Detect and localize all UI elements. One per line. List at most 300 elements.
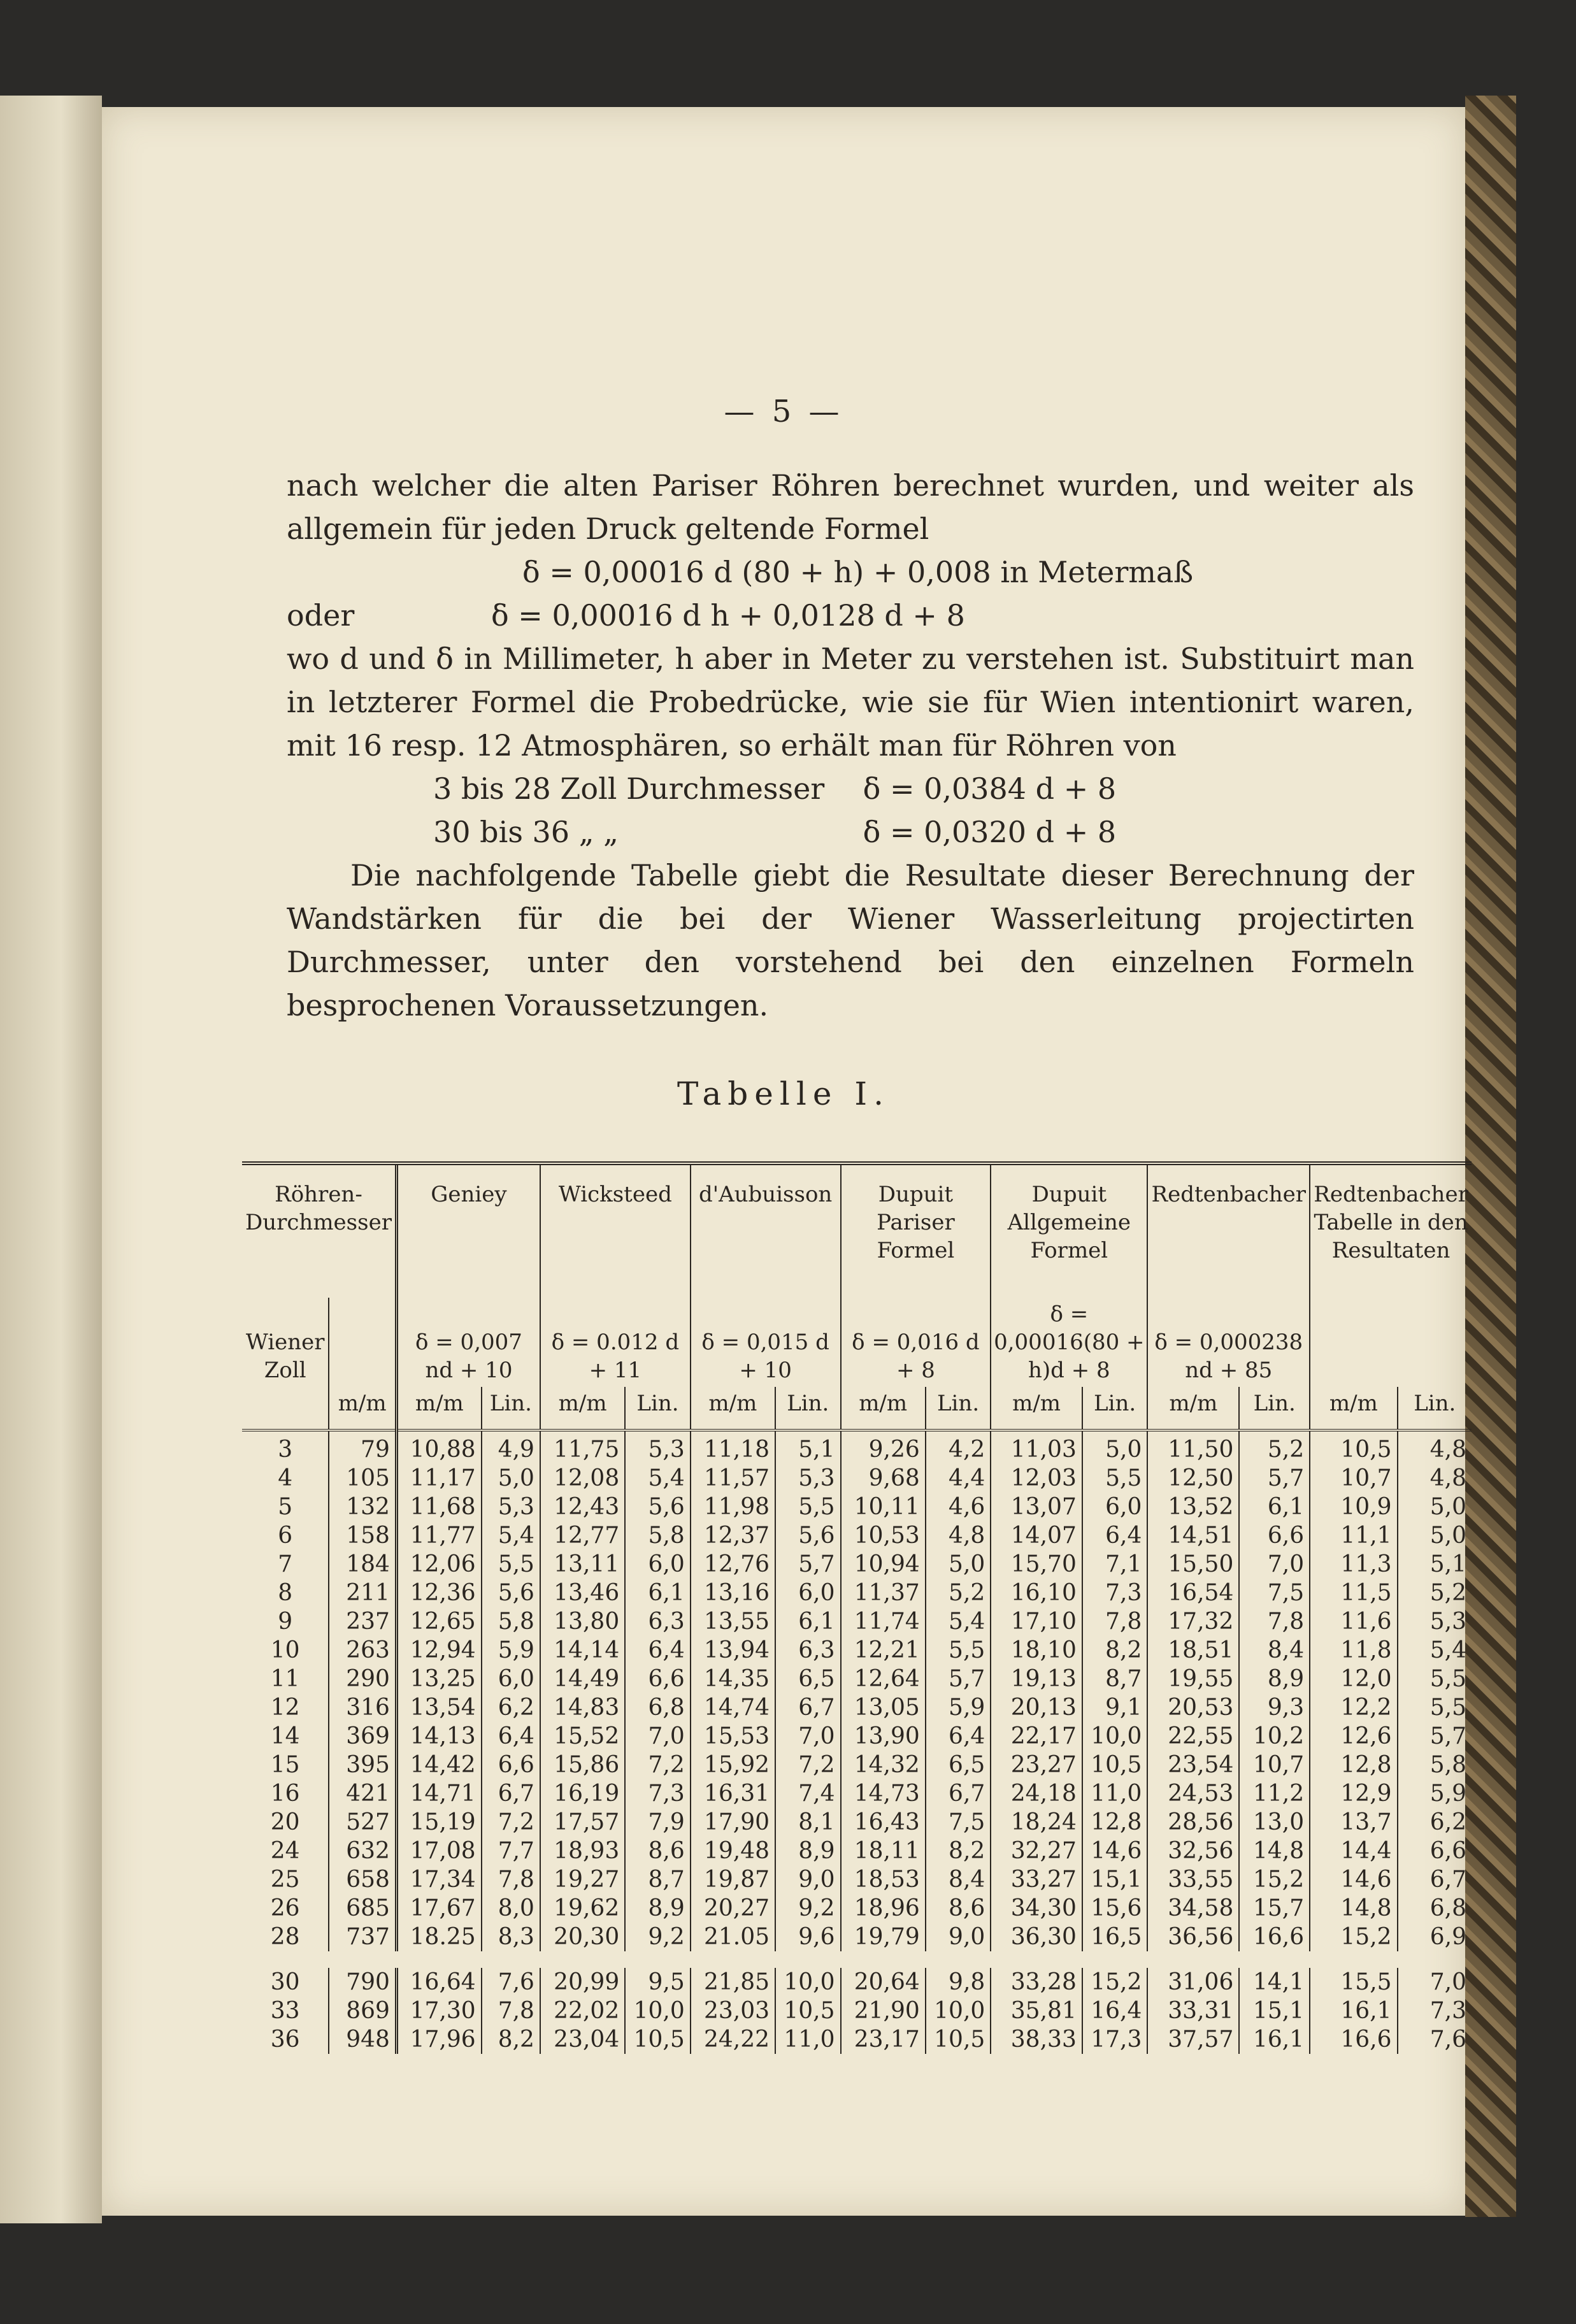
- table-cell: 10,0: [625, 1997, 691, 2025]
- table-cell: 14,51: [1147, 1521, 1239, 1550]
- table-cell: 13,7: [1310, 1808, 1397, 1837]
- table-cell: 5,8: [625, 1521, 691, 1550]
- table-cell: 9,1: [1082, 1693, 1148, 1722]
- table-cell: 14,73: [841, 1779, 926, 1808]
- table-cell: 948: [329, 2025, 396, 2054]
- formula-dupuit-allgemeine: δ = 0,00016(80 + h)d + 8: [991, 1298, 1147, 1387]
- table-cell: 28,56: [1147, 1808, 1239, 1837]
- unit-mm: m/m: [1147, 1387, 1239, 1430]
- table-cell: 13,46: [540, 1579, 625, 1607]
- table-cell: 13,25: [396, 1665, 481, 1693]
- table-cell: 6,0: [775, 1579, 841, 1607]
- table-cell: 6,0: [1082, 1493, 1148, 1521]
- table-cell: 6,4: [926, 1722, 991, 1751]
- table-cell: 132: [329, 1493, 396, 1521]
- table-cell: 12,77: [540, 1521, 625, 1550]
- table-row: [242, 1579, 1472, 1607]
- table-cell: 19,55: [1147, 1665, 1239, 1693]
- table-cell: 14,8: [1310, 1894, 1397, 1923]
- table-cell: 5,5: [926, 1636, 991, 1665]
- table-cell: 6,1: [1239, 1493, 1310, 1521]
- table-cell: 16: [270, 1781, 300, 1807]
- table-cell: 8: [278, 1580, 293, 1606]
- table-cell: 10,0: [775, 1968, 841, 1997]
- table-cell: 6,9: [1398, 1923, 1472, 1951]
- table-cell: 6,7: [1398, 1865, 1472, 1894]
- table-body: [242, 1430, 1472, 2054]
- unit-mm: m/m: [1310, 1387, 1397, 1430]
- table-cell: 7,3: [1398, 1997, 1472, 2025]
- table-cell: 32,27: [991, 1837, 1082, 1865]
- table-cell: 5,0: [926, 1550, 991, 1579]
- table-cell: 14,8: [1239, 1837, 1310, 1865]
- table-cell: 11,18: [691, 1430, 775, 1464]
- table-cell: 737: [329, 1923, 396, 1951]
- table-cell: 6,6: [482, 1751, 540, 1779]
- table-cell: 8,7: [625, 1865, 691, 1894]
- table-cell: 6,7: [926, 1779, 991, 1808]
- table-cell: 14,71: [396, 1779, 481, 1808]
- table-cell: 5,6: [775, 1521, 841, 1550]
- header-wicksteed: Wicksteed: [540, 1165, 691, 1298]
- header-dupuit-pariser: Dupuit Pariser Formel: [841, 1165, 991, 1298]
- table-cell: 16,4: [1082, 1997, 1148, 2025]
- table-cell: 22,02: [540, 1997, 625, 2025]
- table-cell: 14: [270, 1723, 300, 1749]
- unit-mm: m/m: [329, 1387, 396, 1430]
- table-cell: 5,8: [482, 1607, 540, 1636]
- table-cell: 16,1: [1310, 1997, 1397, 2025]
- table-cell: 5,5: [1398, 1665, 1472, 1693]
- table-cell: 21.05: [691, 1923, 775, 1951]
- table-row: [242, 1751, 1472, 1779]
- table-cell: 8,7: [1082, 1665, 1148, 1693]
- table-cell: 10,7: [1239, 1751, 1310, 1779]
- formula-redtenbacher: δ = 0,000238 nd + 85: [1147, 1298, 1310, 1387]
- table-cell: 9,0: [775, 1865, 841, 1894]
- table-cell: 19,87: [691, 1865, 775, 1894]
- table-cell: 20,13: [991, 1693, 1082, 1722]
- table-cell: 20,64: [841, 1968, 926, 1997]
- table-cell: 13,16: [691, 1579, 775, 1607]
- table-cell: 15,92: [691, 1751, 775, 1779]
- table-cell: 6,6: [1398, 1837, 1472, 1865]
- table-cell: 10,0: [926, 1997, 991, 2025]
- table-cell: 10,5: [1310, 1430, 1397, 1464]
- table-cell: 10,5: [1082, 1751, 1148, 1779]
- table-cell: 13,80: [540, 1607, 625, 1636]
- table-cell: 23,03: [691, 1997, 775, 2025]
- table-cell: 12,2: [1310, 1693, 1397, 1722]
- table-cell: 12,21: [841, 1636, 926, 1665]
- header-diameter: Röhren-Durchmesser: [245, 1182, 392, 1235]
- table-cell: 10,7: [1310, 1464, 1397, 1493]
- formula-4: δ = 0,0320 d + 8: [863, 815, 1117, 849]
- formula-3: δ = 0,0384 d + 8: [863, 771, 1117, 806]
- table-cell: 395: [329, 1751, 396, 1779]
- formula-wicksteed: δ = 0.012 d + 11: [540, 1298, 691, 1387]
- table-cell: 7,7: [482, 1837, 540, 1865]
- table-cell: 28: [270, 1924, 300, 1950]
- table-cell: 6,2: [1398, 1808, 1472, 1837]
- table-cell: 20,27: [691, 1894, 775, 1923]
- table-cell: 12,9: [1310, 1779, 1397, 1808]
- table-cell: 5,5: [1398, 1693, 1472, 1722]
- table-cell: 24,22: [691, 2025, 775, 2054]
- table-cell: 15,5: [1310, 1968, 1397, 1997]
- table-cell: 6,5: [775, 1665, 841, 1693]
- table-row: [242, 1808, 1472, 1837]
- table-cell: 5,9: [926, 1693, 991, 1722]
- header-daubuisson: d'Aubuisson: [691, 1165, 841, 1298]
- table-cell: 6,0: [625, 1550, 691, 1579]
- table-cell: 10,94: [841, 1550, 926, 1579]
- table-cell: 14,83: [540, 1693, 625, 1722]
- table-cell: 11,75: [540, 1430, 625, 1464]
- table-cell: 4,8: [1398, 1430, 1472, 1464]
- table-cell: 18,53: [841, 1865, 926, 1894]
- table-cell: 14,14: [540, 1636, 625, 1665]
- table-cell: 7,6: [1398, 2025, 1472, 2054]
- table-row: [242, 1607, 1472, 1636]
- paragraph-1: nach welcher die alten Pariser Röhren berechnet wurden, und weiter als allgemein für jeden Druck geltende Formel: [287, 468, 1414, 546]
- table-cell: 790: [329, 1968, 396, 1997]
- table-row: [242, 1997, 1472, 2025]
- table-cell: 17,34: [396, 1865, 481, 1894]
- table-row: [242, 1430, 1472, 1464]
- table-cell: 15,86: [540, 1751, 625, 1779]
- table-cell: 23,17: [841, 2025, 926, 2054]
- table-cell: 7,2: [625, 1751, 691, 1779]
- table-cell: 8,9: [1239, 1665, 1310, 1693]
- table-cell: 18,51: [1147, 1636, 1239, 1665]
- unit-lin: Lin.: [625, 1387, 691, 1430]
- table-cell: 33,27: [991, 1865, 1082, 1894]
- table-cell: 24,53: [1147, 1779, 1239, 1808]
- table-cell: 11: [270, 1666, 300, 1692]
- table-cell: 8,9: [625, 1894, 691, 1923]
- table-cell: 18,96: [841, 1894, 926, 1923]
- table-cell: 12,08: [540, 1464, 625, 1493]
- table-cell: 11,0: [1082, 1779, 1148, 1808]
- table-cell: 7,0: [1398, 1968, 1472, 1997]
- table-cell: 15,52: [540, 1722, 625, 1751]
- table-cell: 22,17: [991, 1722, 1082, 1751]
- table-cell: 12,76: [691, 1550, 775, 1579]
- table-cell: 34,58: [1147, 1894, 1239, 1923]
- table-cell: 11,68: [396, 1493, 481, 1521]
- table-cell: 7,2: [482, 1808, 540, 1837]
- page-number: — 5 —: [724, 394, 843, 429]
- table-cell: 7,3: [625, 1779, 691, 1808]
- table-cell: 14,13: [396, 1722, 481, 1751]
- table-cell: 7,4: [775, 1779, 841, 1808]
- header-geniey: Geniey: [396, 1165, 540, 1298]
- table-cell: 6,3: [775, 1636, 841, 1665]
- table-row: [242, 1779, 1472, 1808]
- table-cell: 16,5: [1082, 1923, 1148, 1951]
- table-cell: 11,03: [991, 1430, 1082, 1464]
- unit-lin: Lin.: [1239, 1387, 1310, 1430]
- table-cell: 12,43: [540, 1493, 625, 1521]
- table-cell: 237: [329, 1607, 396, 1636]
- table-cell: 14,49: [540, 1665, 625, 1693]
- table-cell: 18,11: [841, 1837, 926, 1865]
- unit-mm: m/m: [841, 1387, 926, 1430]
- table-cell: 12,36: [396, 1579, 481, 1607]
- table-cell: 7,0: [625, 1722, 691, 1751]
- formula-daubuisson: δ = 0,015 d + 10: [691, 1298, 841, 1387]
- table-cell: 10,53: [841, 1521, 926, 1550]
- table-cell: 17,96: [396, 2025, 481, 2054]
- table-cell: 19,27: [540, 1865, 625, 1894]
- table-cell: 11,6: [1310, 1607, 1397, 1636]
- table-cell: 17,3: [1082, 2025, 1148, 2054]
- table-cell: 184: [329, 1550, 396, 1579]
- table-cell: 5: [278, 1494, 293, 1520]
- table-cell: 5,3: [625, 1430, 691, 1464]
- table-cell: 8,0: [482, 1894, 540, 1923]
- table-cell: 13,55: [691, 1607, 775, 1636]
- table-cell: 12,50: [1147, 1464, 1239, 1493]
- table-cell: 7,3: [1082, 1579, 1148, 1607]
- table-cell: 15,53: [691, 1722, 775, 1751]
- table-cell: 685: [329, 1894, 396, 1923]
- table-cell: 5,0: [1398, 1493, 1472, 1521]
- table-cell: 12,06: [396, 1550, 481, 1579]
- table-cell: 14,6: [1310, 1865, 1397, 1894]
- table-cell: 14,07: [991, 1521, 1082, 1550]
- table-cell: 36,56: [1147, 1923, 1239, 1951]
- table-cell: 9,26: [841, 1430, 926, 1464]
- table-cell: 5,2: [1239, 1430, 1310, 1464]
- formula-3-label: 3 bis 28 Zoll Durchmesser: [433, 771, 825, 806]
- header-zoll: Wiener Zoll: [245, 1330, 325, 1383]
- table-cell: 9,8: [926, 1968, 991, 1997]
- table-cell: 5,3: [482, 1493, 540, 1521]
- table-cell: 11,5: [1310, 1579, 1397, 1607]
- table-cell: 105: [329, 1464, 396, 1493]
- table-cell: 8,2: [926, 1837, 991, 1865]
- table-cell: 11,2: [1239, 1779, 1310, 1808]
- table-cell: 23,04: [540, 2025, 625, 2054]
- table-row: [242, 1865, 1472, 1894]
- table-cell: 33,28: [991, 1968, 1082, 1997]
- table-cell: 10,9: [1310, 1493, 1397, 1521]
- table-cell: 19,48: [691, 1837, 775, 1865]
- table-cell: 24,18: [991, 1779, 1082, 1808]
- table-row: [242, 1894, 1472, 1923]
- table-cell: 37,57: [1147, 2025, 1239, 2054]
- header-redtenbacher-tabelle: Redtenbacher Tabelle in den Resultaten: [1310, 1165, 1472, 1298]
- table-cell: 21,90: [841, 1997, 926, 2025]
- table-cell: 15,6: [1082, 1894, 1148, 1923]
- table-cell: 290: [329, 1665, 396, 1693]
- table-cell: 9,2: [625, 1923, 691, 1951]
- table-cell: 9: [278, 1609, 293, 1635]
- table-cell: 5,0: [1082, 1430, 1148, 1464]
- table-cell: 5,7: [1398, 1722, 1472, 1751]
- table-cell: 13,52: [1147, 1493, 1239, 1521]
- table-cell: 23,54: [1147, 1751, 1239, 1779]
- table-cell: 20,53: [1147, 1693, 1239, 1722]
- table-cell: 17,10: [991, 1607, 1082, 1636]
- table-row: [242, 1923, 1472, 1951]
- table-row: [242, 1550, 1472, 1579]
- table-cell: 15,1: [1239, 1997, 1310, 2025]
- table-cell: 7,5: [1239, 1579, 1310, 1607]
- table-cell: 20: [270, 1809, 300, 1835]
- table-cell: 16,43: [841, 1808, 926, 1837]
- table-cell: 15,19: [396, 1808, 481, 1837]
- table-cell: 4: [278, 1465, 293, 1491]
- table-cell: 6,6: [1239, 1521, 1310, 1550]
- table-cell: 4,8: [926, 1521, 991, 1550]
- table-cell: 16,31: [691, 1779, 775, 1808]
- unit-lin: Lin.: [1082, 1387, 1148, 1430]
- table-cell: 11,77: [396, 1521, 481, 1550]
- table-cell: 8,9: [775, 1837, 841, 1865]
- table-cell: 38,33: [991, 2025, 1082, 2054]
- table-cell: 5,6: [625, 1493, 691, 1521]
- table-cell: 8,3: [482, 1923, 540, 1951]
- formula-2: δ = 0,00016 d h + 0,0128 d + 8: [491, 598, 965, 633]
- table-cell: 17,30: [396, 1997, 481, 2025]
- table-cell: 17,32: [1147, 1607, 1239, 1636]
- table-cell: 11,3: [1310, 1550, 1397, 1579]
- table-cell: 33,31: [1147, 1997, 1239, 2025]
- table-cell: 5,4: [625, 1464, 691, 1493]
- table-cell: 14,35: [691, 1665, 775, 1693]
- table-cell: 16,54: [1147, 1579, 1239, 1607]
- table-cell: 10,5: [775, 1997, 841, 2025]
- table-cell: 19,62: [540, 1894, 625, 1923]
- table-cell: 31,06: [1147, 1968, 1239, 1997]
- table-cell: 5,1: [775, 1430, 841, 1464]
- table-cell: 32,56: [1147, 1837, 1239, 1865]
- table-cell: 5,4: [482, 1521, 540, 1550]
- unit-mm: m/m: [991, 1387, 1082, 1430]
- table-cell: 10,88: [396, 1430, 481, 1464]
- table-row: [242, 1665, 1472, 1693]
- table-cell: 21,85: [691, 1968, 775, 1997]
- table-cell: 7,0: [775, 1722, 841, 1751]
- table-cell: 17,67: [396, 1894, 481, 1923]
- table-cell: 5,2: [1398, 1579, 1472, 1607]
- table-cell: 11,50: [1147, 1430, 1239, 1464]
- table-cell: 4,9: [482, 1430, 540, 1464]
- table-cell: 5,5: [775, 1493, 841, 1521]
- table-cell: 7,8: [1239, 1607, 1310, 1636]
- unit-lin: Lin.: [482, 1387, 540, 1430]
- table-cell: 7,0: [1239, 1550, 1310, 1579]
- table-cell: 13,0: [1239, 1808, 1310, 1837]
- table-row: [242, 1636, 1472, 1665]
- table-cell: 4,2: [926, 1430, 991, 1464]
- table-cell: 13,54: [396, 1693, 481, 1722]
- table-cell: 5,7: [1239, 1464, 1310, 1493]
- table-cell: 12: [270, 1695, 300, 1721]
- table-cell: 14,1: [1239, 1968, 1310, 1997]
- table-cell: 24: [270, 1838, 300, 1864]
- table-cell: 5,4: [926, 1607, 991, 1636]
- table-cell: 18,10: [991, 1636, 1082, 1665]
- table-cell: 18.25: [396, 1923, 481, 1951]
- table-cell: 14,4: [1310, 1837, 1397, 1865]
- book-spine-left: [0, 96, 102, 2223]
- table-cell: 14,6: [1082, 1837, 1148, 1865]
- table-cell: 20,99: [540, 1968, 625, 1997]
- table-cell: 18,24: [991, 1808, 1082, 1837]
- table-cell: 15,2: [1082, 1968, 1148, 1997]
- table-cell: 15,2: [1310, 1923, 1397, 1951]
- table-cell: 5,6: [482, 1579, 540, 1607]
- table-cell: 263: [329, 1636, 396, 1665]
- table-cell: 34,30: [991, 1894, 1082, 1923]
- table-cell: 11,98: [691, 1493, 775, 1521]
- table-cell: 11,17: [396, 1464, 481, 1493]
- table-cell: 6,4: [1082, 1521, 1148, 1550]
- unit-mm: m/m: [691, 1387, 775, 1430]
- table-row: [242, 1968, 1472, 1997]
- table-cell: 15,7: [1239, 1894, 1310, 1923]
- table-cell: 13,90: [841, 1722, 926, 1751]
- table-cell: 19,79: [841, 1923, 926, 1951]
- table-row: [242, 1722, 1472, 1751]
- formula-4-line: [287, 810, 1414, 854]
- table-cell: 8,6: [926, 1894, 991, 1923]
- table-cell: 15,50: [1147, 1550, 1239, 1579]
- table-cell: 13,11: [540, 1550, 625, 1579]
- table-cell: 7,2: [775, 1751, 841, 1779]
- table-cell: 12,65: [396, 1607, 481, 1636]
- table-cell: 6,8: [625, 1693, 691, 1722]
- table-cell: 15,1: [1082, 1865, 1148, 1894]
- book-page: [102, 107, 1468, 2216]
- formula-1: δ = 0,00016 d (80 + h) + 0,008 in Metermaß: [522, 555, 1194, 589]
- table-cell: 421: [329, 1779, 396, 1808]
- table-cell: 25: [270, 1867, 300, 1893]
- table-cell: 13,05: [841, 1693, 926, 1722]
- data-table: [242, 1161, 1472, 2054]
- table-cell: 7: [278, 1551, 293, 1577]
- table-cell: 15,2: [1239, 1865, 1310, 1894]
- table-cell: 5,8: [1398, 1751, 1472, 1779]
- table-cell: 6,5: [926, 1751, 991, 1779]
- table-cell: 11,1: [1310, 1521, 1397, 1550]
- table-cell: 6,1: [625, 1579, 691, 1607]
- table-cell: 33: [270, 1998, 300, 2024]
- formula-geniey: δ = 0,007 nd + 10: [396, 1298, 540, 1387]
- table-cell: 6,3: [625, 1607, 691, 1636]
- table-cell: 6: [278, 1523, 293, 1549]
- table-cell: 14,74: [691, 1693, 775, 1722]
- book-cover-edge: [1465, 96, 1516, 2217]
- table-cell: 10,5: [625, 2025, 691, 2054]
- paragraph-2: wo d und δ in Millimeter, h aber in Meter zu verstehen ist. Substituirt man in letzterer Formel die Probedrücke, wie sie für Wien intentionirt waren, mit 16 resp. 12 Atmosphären, so erhält man für Röhren von: [287, 642, 1414, 763]
- table-cell: 12,8: [1310, 1751, 1397, 1779]
- table-cell: 12,03: [991, 1464, 1082, 1493]
- table-cell: 12,8: [1082, 1808, 1148, 1837]
- unit-mm: m/m: [540, 1387, 625, 1430]
- table-cell: 33,55: [1147, 1865, 1239, 1894]
- table-cell: 6,0: [482, 1665, 540, 1693]
- unit-lin: Lin.: [1398, 1387, 1472, 1430]
- table-cell: 11,74: [841, 1607, 926, 1636]
- table-cell: 5,1: [1398, 1550, 1472, 1579]
- table-cell: 9,5: [625, 1968, 691, 1997]
- table-cell: 6,6: [625, 1665, 691, 1693]
